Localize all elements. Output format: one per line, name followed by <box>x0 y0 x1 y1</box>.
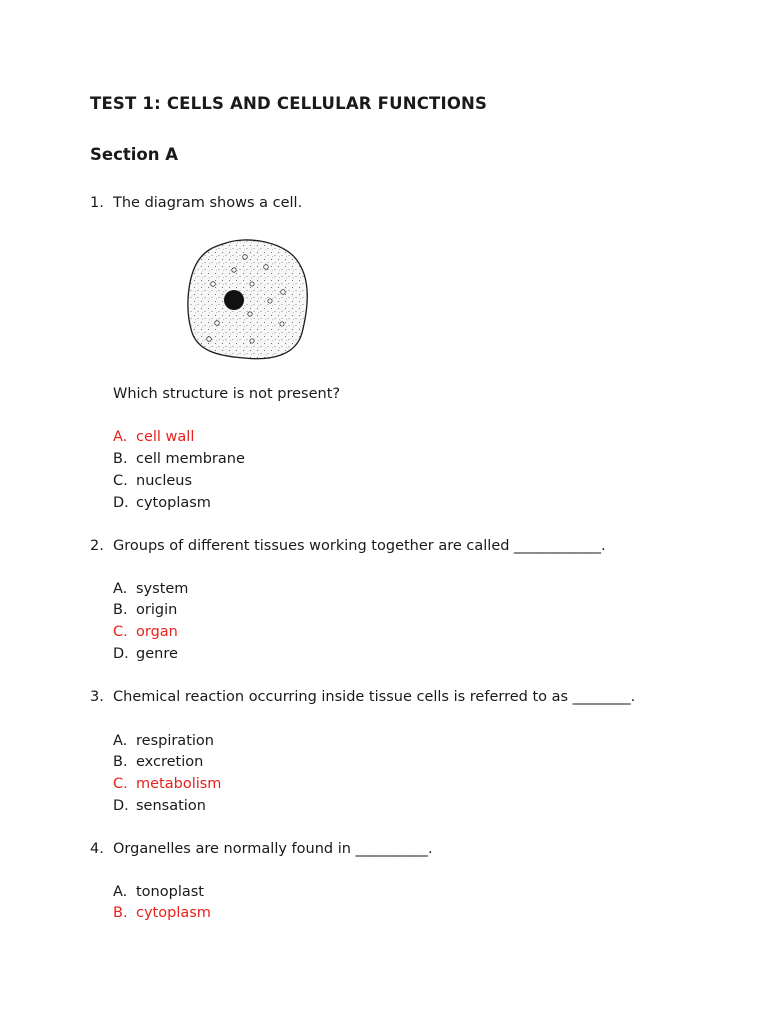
question-1-option-a-letter: A. <box>113 429 128 445</box>
question-3-number: 3. <box>90 689 104 705</box>
question-4-option-b-letter: B. <box>113 905 128 921</box>
question-3-option-a: respiration <box>136 733 214 749</box>
question-3-option-c: metabolism <box>136 776 222 792</box>
question-2-option-d-letter: D. <box>113 646 129 662</box>
question-3-option-b: excretion <box>136 754 204 770</box>
question-3-option-a-letter: A. <box>113 733 128 749</box>
question-3-option-b-letter: B. <box>113 754 128 770</box>
question-1-text: The diagram shows a cell. <box>113 195 303 211</box>
question-2-option-d: genre <box>136 646 178 662</box>
question-4-text: Organelles are normally found in __________. <box>113 841 433 857</box>
question-1-option-d: cytoplasm <box>136 495 211 511</box>
question-2-option-a-letter: A. <box>113 581 128 597</box>
question-1-option-d-letter: D. <box>113 495 129 511</box>
question-3-option-c-letter: C. <box>113 776 128 792</box>
question-2-number: 2. <box>90 538 104 554</box>
question-2-option-c-letter: C. <box>113 624 128 640</box>
question-4-option-a: tonoplast <box>136 884 204 900</box>
question-2-text: Groups of different tissues working together are called ____________. <box>113 538 606 554</box>
cell-diagram <box>186 237 310 363</box>
question-1-option-b-letter: B. <box>113 451 128 467</box>
question-4-number: 4. <box>90 841 104 857</box>
question-1-option-c: nucleus <box>136 473 193 489</box>
question-1-prompt: Which structure is not present? <box>113 386 341 402</box>
question-1-number: 1. <box>90 195 104 211</box>
question-1-option-c-letter: C. <box>113 473 128 489</box>
question-2-option-b: origin <box>136 602 178 618</box>
question-3-option-d-letter: D. <box>113 798 129 814</box>
question-2-option-b-letter: B. <box>113 602 128 618</box>
question-2-option-a: system <box>136 581 189 597</box>
section-heading: Section A <box>90 145 178 164</box>
page-title: TEST 1: CELLS AND CELLULAR FUNCTIONS <box>90 94 488 113</box>
question-4-option-a-letter: A. <box>113 884 128 900</box>
question-1-option-a: cell wall <box>136 429 195 445</box>
question-4-option-b: cytoplasm <box>136 905 211 921</box>
question-2-option-c: organ <box>136 624 178 640</box>
question-1-option-b: cell membrane <box>136 451 245 467</box>
question-3-option-d: sensation <box>136 798 206 814</box>
question-3-text: Chemical reaction occurring inside tissue cells is referred to as ________. <box>113 689 636 705</box>
nucleus-mark <box>224 290 244 310</box>
